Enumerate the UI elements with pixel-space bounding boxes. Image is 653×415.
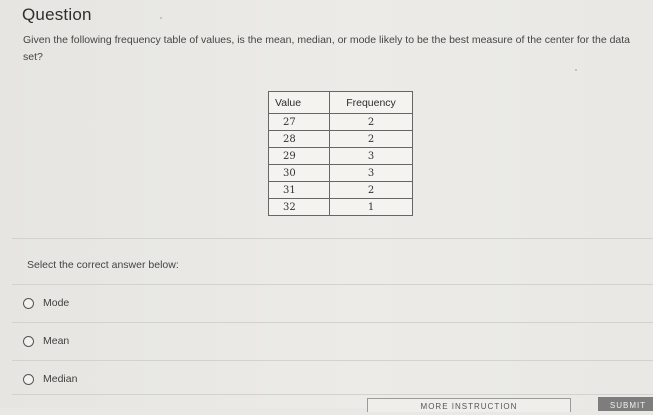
dust-speck <box>575 69 577 71</box>
frequency-table <box>268 91 413 216</box>
option-divider <box>12 360 653 361</box>
option-label: Mean <box>43 335 70 347</box>
option-mode[interactable] <box>23 294 69 312</box>
cell-frequency: 2 <box>330 182 413 199</box>
cell-frequency: 3 <box>330 165 413 182</box>
table-row <box>269 114 413 131</box>
section-divider <box>12 238 653 239</box>
cell-value: 29 <box>269 148 330 165</box>
option-mean[interactable] <box>23 332 69 350</box>
submit-button[interactable]: SUBMIT <box>598 397 653 411</box>
option-median[interactable] <box>23 370 77 388</box>
option-label: Median <box>43 373 78 385</box>
answer-prompt: Select the correct answer below: <box>27 259 179 271</box>
cell-value: 28 <box>269 131 330 148</box>
header-value: Value <box>269 92 330 114</box>
table-row <box>269 131 413 148</box>
option-divider <box>12 394 653 395</box>
cell-frequency: 2 <box>330 131 413 148</box>
option-divider <box>12 284 653 285</box>
radio-circle-icon[interactable] <box>23 374 34 385</box>
cell-value: 31 <box>269 182 330 199</box>
cell-value: 27 <box>269 114 330 131</box>
cell-frequency: 2 <box>330 114 413 131</box>
cell-value: 30 <box>269 165 330 182</box>
option-divider <box>12 322 653 323</box>
option-label: Mode <box>43 297 70 309</box>
table-row <box>269 182 413 199</box>
cell-frequency: 3 <box>330 148 413 165</box>
header-frequency: Frequency <box>330 92 413 114</box>
radio-circle-icon[interactable] <box>23 298 34 309</box>
cell-value: 32 <box>269 199 330 216</box>
cell-frequency: 1 <box>330 199 413 216</box>
question-text: Given the following frequency table of values, is the mean, median, or mode likely to be the best measure of the center for the data set? <box>23 34 631 63</box>
radio-circle-icon[interactable] <box>23 336 34 347</box>
table-row <box>269 165 413 182</box>
dust-speck <box>160 17 162 19</box>
table-header-row <box>269 92 413 114</box>
table-row <box>269 148 413 165</box>
more-instruction-button[interactable]: MORE INSTRUCTION <box>367 398 571 412</box>
table-row <box>269 199 413 216</box>
question-title: Question <box>22 5 92 24</box>
